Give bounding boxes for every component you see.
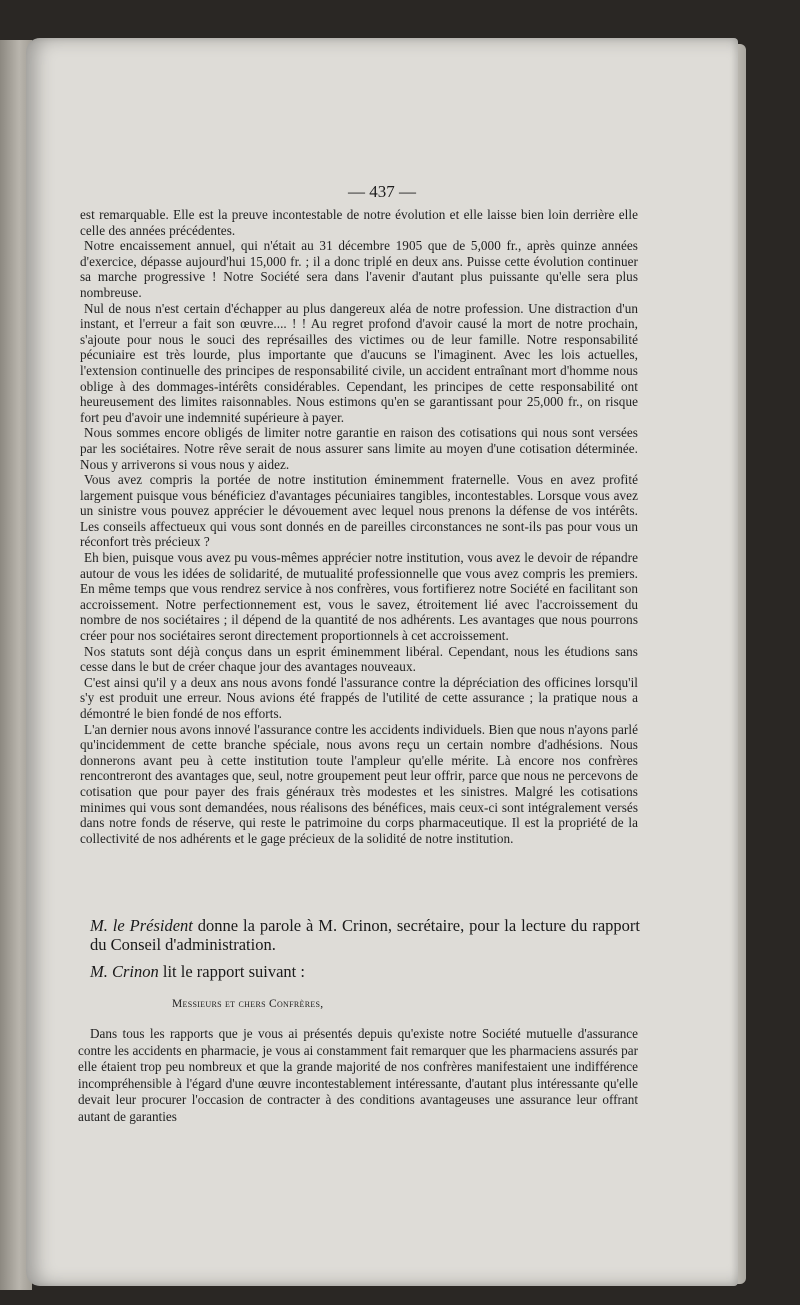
body-text <box>80 207 638 846</box>
crinon-text: lit le rapport suivant : <box>158 962 305 981</box>
paragraph-2: Notre encaissement annuel, qui n'était au 31 décembre 1905 que de 5,000 fr., après quinze années d'exercice, dépasse aujourd'hui 15,000 fr. ; il a donc triplé en deux ans. Puisse cette évolution continuer sa marche progressive ! Notre Société sera dans l'avenir d'autant plus puissante qu'elle sera plus nombreuse. <box>80 238 638 300</box>
paragraph-1: est remarquable. Elle est la preuve incontestable de notre évolution et elle laisse bien loin derrière elle celle des années précédentes. <box>80 207 638 238</box>
page-number: — 437 — <box>348 182 416 201</box>
paragraph-4: Nous sommes encore obligés de limiter notre garantie en raison des cotisations qui nous sont versées par les sociétaires. Notre rêve serait de nous assurer sans limite au moyen d'une cotisation déterminée. Nous y arriverons si vous nous y aidez. <box>80 425 638 472</box>
paragraph-5: Vous avez compris la portée de notre institution éminemment fraternelle. Vous en avez profité largement puisque vous bénéficiez d'avantages pécuniaires tangibles, incontestables. Lorsque vous avez un sinistre vous pouvez apprécier le dévouement avec lequel nous prenons la défense de vos intérêts. Les conseils affectueux qui vous sont donnés en de pareilles circonstances ne sont-ils pas pour vous un réconfort très précieux ? <box>80 472 638 550</box>
report-paragraph: Dans tous les rapports que je vous ai présentés depuis qu'existe notre Société mutuelle d'assurance contre les accidents en pharmacie, je vous ai constamment fait remarquer que les pharmaciens assurés par elle étaient trop peu nombreux et que la grande majorité de nos confrères manifestaient une indifférence incompréhensible à l'égard d'une œuvre incontestablement intéressante, d'autant plus intéressante qu'elle devait leur procurer l'occasion de contracter à des conditions avantageuses une assurance leur offrant autant de garanties <box>78 1026 638 1124</box>
president-announcement <box>90 916 640 954</box>
report-text <box>78 1026 638 1126</box>
crinon-announcement <box>90 962 640 981</box>
paragraph-6: Eh bien, puisque vous avez pu vous-mêmes apprécier notre institution, vous avez le devoir de répandre autour de vous les idées de solidarité, de mutualité professionnelle que vous avez compris les premiers. En même temps que vous rendrez service à nos confrères, vous fortifierez notre Société en facilitant son accroissement. Notre perfectionnement est, vous le savez, étroitement lié avec l'accroissement du nombre de nos sociétaires ; il dépend de la quantité de nos adhérents. Les avantages que nous pourrons créer pour nos sociétaires seront directement proportionnels à cet accroissement. <box>80 550 638 644</box>
president-speaker: M. le Président <box>90 916 193 935</box>
paragraph-9: L'an dernier nous avons innové l'assurance contre les accidents individuels. Bien que nous n'ayons parlé qu'incidemment de cette branche spéciale, nous avons reçu un certain nombre d'adhésions. Nous donnerons avant peu à cette institution toute l'ampleur qu'elle mérite. Là encore nos confrères rencontreront des avantages que, seul, notre groupement peut leur offrir, parce que nous ne percevons de cotisation que pour payer des frais généraux très modestes et les sinistres. Malgré les cotisations minimes qui vous sont demandées, nous réalisons des bénéfices, mais ceux-ci sont intégralement versés dans notre fonds de réserve, qui reste le patrimoine du corps pharmaceutique. Il est la propriété de la collectivité de nos adhérents et le gage précieux de la solidité de notre institution. <box>80 721 638 846</box>
paragraph-7: Nos statuts sont déjà conçus dans un esprit éminemment libéral. Cependant, nous les étudions sans cesse dans le but de créer chaque jour des avantages nouveaux. <box>80 643 638 675</box>
report-salutation: Messieurs et chers Confrères, <box>172 998 324 1010</box>
crinon-speaker: M. Crinon <box>90 962 159 981</box>
president-text: donne la parole à M. Crinon, secrétaire, pour la lecture du rapport du Conseil d'administration. <box>90 916 641 954</box>
paragraph-8: C'est ainsi qu'il y a deux ans nous avons fondé l'assurance contre la dépréciation des officines lorsqu'il s'y est produit une erreur. Nous avions été frappés de l'utilité de cette assurance ; la pratique nous a démontré le bien fondé de nos efforts. <box>80 674 638 721</box>
paragraph-3: Nul de nous n'est certain d'échapper au plus dangereux aléa de notre profession. Une distraction d'un instant, et l'erreur a fait son œuvre.... ! ! Au regret profond d'avoir causé la mort de notre prochain, s'ajoute pour nous le souci des représailles des victimes ou de leur famille. Notre responsabilité pécuniaire est très lourde, plus importante que d'aucuns se l'imaginent. Avec les lois actuelles, l'extension continuelle des principes de responsabilité civile, un accident entraînant mort d'homme nous oblige à des dommages-intérêts considérables. Cependant, les principes de cette responsabilité ont heureusement des limites raisonnables. Nous estimons qu'en se garantissant pour 25,000 fr., on risque fort peu d'avoir une indemnité supérieure à payer. <box>80 300 638 425</box>
